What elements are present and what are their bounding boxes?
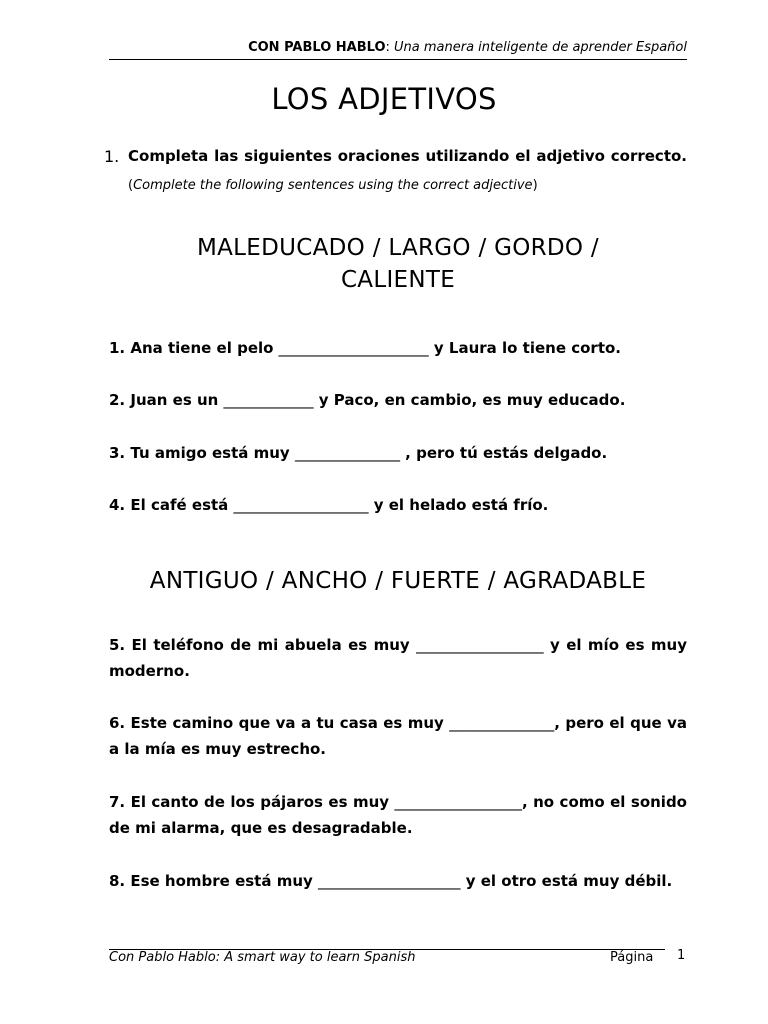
sentence-text: 7. El canto de los pájaros es muy — [109, 793, 395, 811]
footer-text: Con Pablo Hablo: A smart way to learn Spanish — [109, 950, 416, 965]
sentence-text: 4. El café está — [109, 496, 234, 514]
sentence-2 — [109, 387, 687, 413]
answer-blank: ____________ — [223, 391, 314, 409]
sentence-3 — [109, 440, 687, 466]
sentence-text: y el otro está muy débil. — [460, 872, 673, 890]
instruction-spanish: Completa las siguientes oraciones utilizando el adjetivo correcto. — [128, 147, 687, 165]
page-title: LOS ADJETIVOS — [271, 82, 497, 116]
exercise-instruction — [104, 143, 687, 199]
instruction-english: Complete the following sentences using the correct adjective — [133, 178, 533, 193]
sentence-text: 2. Juan es un — [109, 391, 224, 409]
footer-page-label: Página — [610, 950, 654, 965]
sentence-text: 6. Este camino que va a tu casa es muy — [109, 714, 450, 732]
sentence-text: , pero el que va a la mía es muy estrecho. — [109, 714, 687, 758]
word-bank-heading-2 — [0, 565, 768, 597]
sentence-text: 8. Ese hombre está muy — [109, 872, 318, 890]
sentence-4 — [109, 492, 687, 518]
exercise-number: 1. — [104, 147, 120, 166]
sentence-text: 5. El teléfono de mi abuela es muy — [109, 636, 417, 654]
header-separator: : — [385, 40, 395, 55]
sentence-text: y el helado está frío. — [368, 496, 549, 514]
answer-blank: _________________ — [394, 793, 522, 811]
sentence-text: , pero tú estás delgado. — [399, 444, 608, 462]
sentence-text: 3. Tu amigo está muy — [109, 444, 295, 462]
sentence-text: 1. Ana tiene el pelo — [109, 339, 279, 357]
word-bank-heading-1-line1: MALEDUCADO / LARGO / GORDO / — [197, 235, 599, 261]
sentence-1 — [109, 335, 687, 361]
header-brand: CON PABLO HABLO — [248, 40, 386, 55]
sentence-6 — [109, 710, 687, 762]
instruction-close-paren: ) — [532, 178, 538, 193]
sentence-text: y el mío es muy moderno. — [109, 636, 688, 680]
footer-page-number: 1 — [677, 948, 686, 963]
word-bank-heading-1-line2: CALIENTE — [340, 267, 456, 293]
sentence-text: , no como el sonido de mi alarma, que es desagradable. — [109, 793, 687, 837]
word-bank-heading-2-line1: ANTIGUO / ANCHO / FUERTE / AGRADABLE — [149, 568, 647, 594]
header-tagline: Una manera inteligente de aprender Español — [394, 40, 687, 55]
word-bank-heading-1 — [0, 232, 768, 296]
answer-blank: ______________ — [294, 444, 400, 462]
page-header — [109, 40, 687, 60]
answer-blank: ______________ — [449, 714, 555, 732]
sentence-text: y Paco, en cambio, es muy educado. — [313, 391, 626, 409]
sentence-7 — [109, 789, 687, 841]
instruction-open-paren: ( — [128, 178, 134, 193]
sentence-text: y Laura lo tiene corto. — [428, 339, 621, 357]
answer-blank: _________________ — [416, 636, 544, 654]
answer-blank: ___________________ — [318, 872, 461, 890]
sentence-5 — [109, 632, 687, 684]
answer-blank: ____________________ — [278, 339, 429, 357]
sentence-8 — [109, 868, 687, 894]
answer-blank: __________________ — [233, 496, 369, 514]
